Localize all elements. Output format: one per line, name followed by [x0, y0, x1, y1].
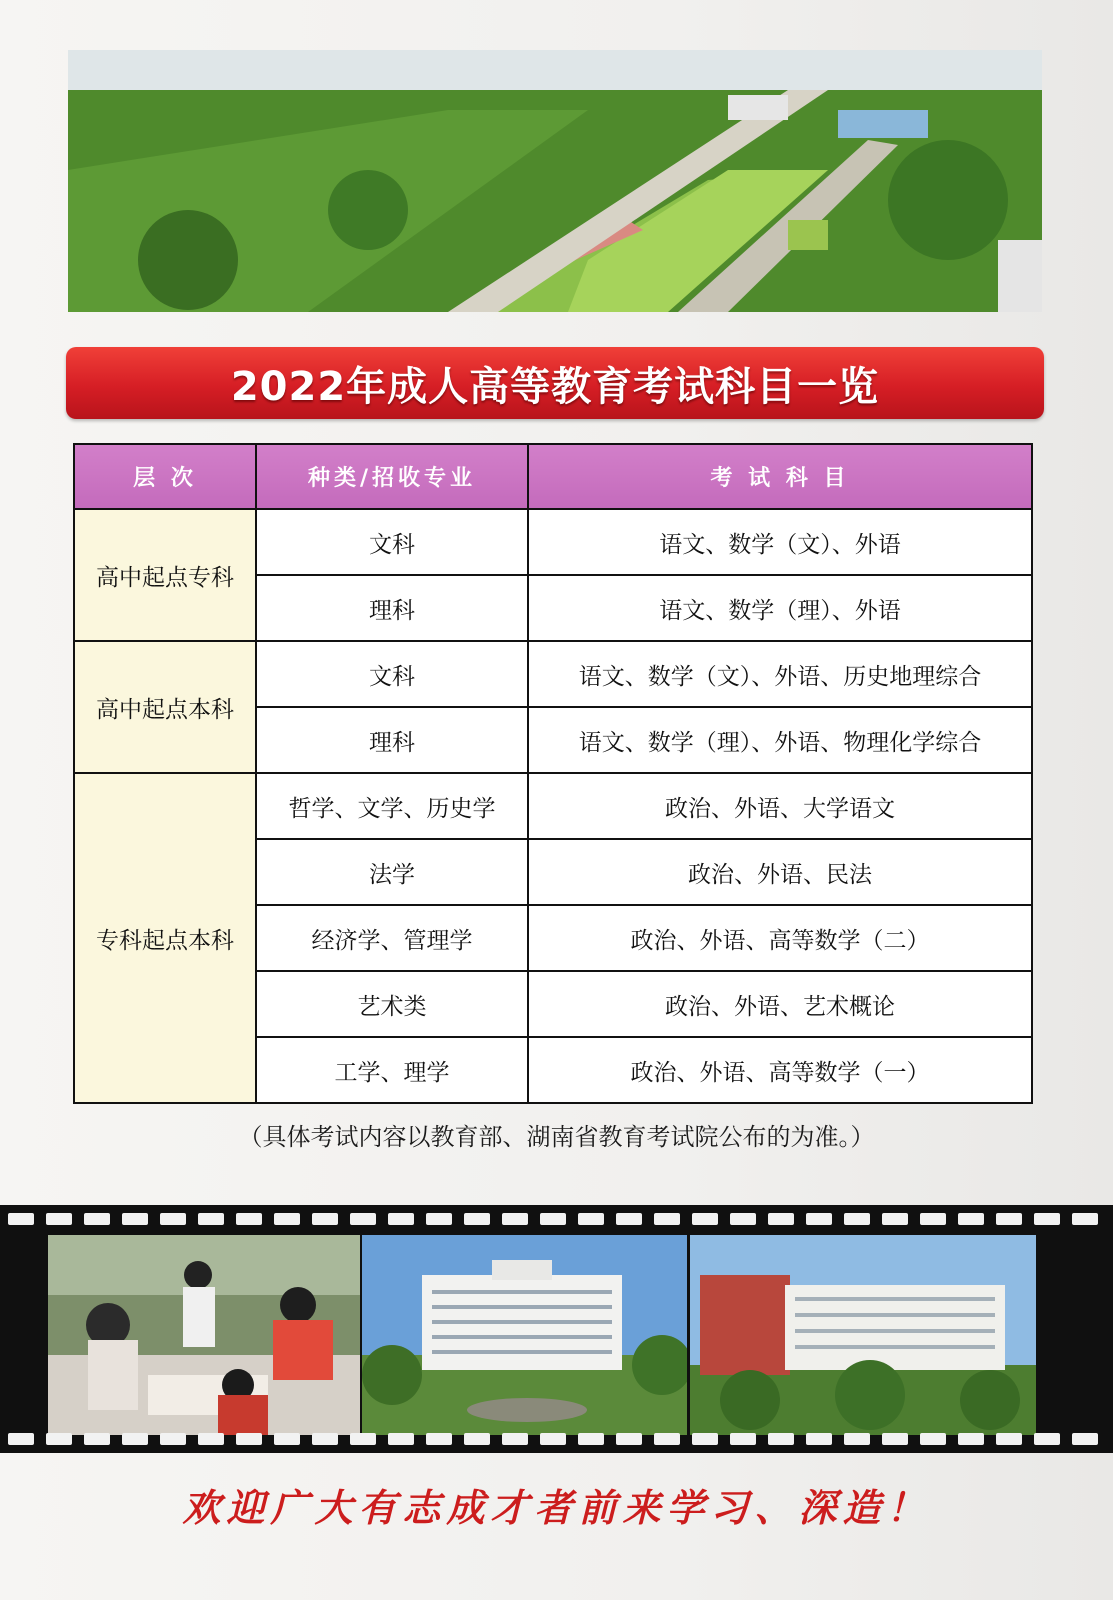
subjects-cell: 语文、数学（文）、外语、历史地理综合	[528, 641, 1032, 707]
subjects-cell: 语文、数学（文）、外语	[528, 509, 1032, 575]
film-holes-top	[0, 1213, 1113, 1227]
banner-title: 2022年成人高等教育考试科目一览	[230, 363, 880, 410]
header-category: 种类/招收专业	[256, 444, 528, 509]
category-cell: 理科	[256, 707, 528, 773]
category-cell: 经济学、管理学	[256, 905, 528, 971]
footnote: （具体考试内容以教育部、湖南省教育考试院公布的为准。）	[238, 1123, 875, 1151]
campus-aerial-photo	[68, 50, 1042, 312]
table-header-row	[74, 444, 1032, 509]
category-cell: 哲学、文学、历史学	[256, 773, 528, 839]
table-row	[74, 509, 1032, 575]
header-subjects: 考 试 科 目	[528, 444, 1032, 509]
subjects-cell: 政治、外语、大学语文	[528, 773, 1032, 839]
category-cell: 法学	[256, 839, 528, 905]
title-banner	[66, 347, 1044, 419]
subjects-cell: 政治、外语、民法	[528, 839, 1032, 905]
subjects-cell: 语文、数学（理）、外语、物理化学综合	[528, 707, 1032, 773]
category-cell: 文科	[256, 641, 528, 707]
level-cell: 专科起点本科	[74, 773, 256, 1103]
welcome-slogan: 欢迎广大有志成才者前来学习、深造！	[182, 1485, 931, 1530]
subjects-cell: 语文、数学（理）、外语	[528, 575, 1032, 641]
campus-complex-photo	[690, 1235, 1036, 1435]
film-holes-bottom	[0, 1433, 1113, 1447]
students-photo	[48, 1235, 360, 1435]
film-strip	[0, 1205, 1113, 1453]
subjects-cell: 政治、外语、高等数学（二）	[528, 905, 1032, 971]
category-cell: 理科	[256, 575, 528, 641]
level-cell: 高中起点专科	[74, 509, 256, 641]
category-cell: 文科	[256, 509, 528, 575]
campus-building-photo	[362, 1235, 687, 1435]
subjects-cell: 政治、外语、艺术概论	[528, 971, 1032, 1037]
subjects-cell: 政治、外语、高等数学（一）	[528, 1037, 1032, 1103]
category-cell: 艺术类	[256, 971, 528, 1037]
category-cell: 工学、理学	[256, 1037, 528, 1103]
table-row	[74, 641, 1032, 707]
exam-subjects-table	[73, 443, 1033, 1104]
header-level: 层 次	[74, 444, 256, 509]
table-row	[74, 773, 1032, 839]
level-cell: 高中起点本科	[74, 641, 256, 773]
